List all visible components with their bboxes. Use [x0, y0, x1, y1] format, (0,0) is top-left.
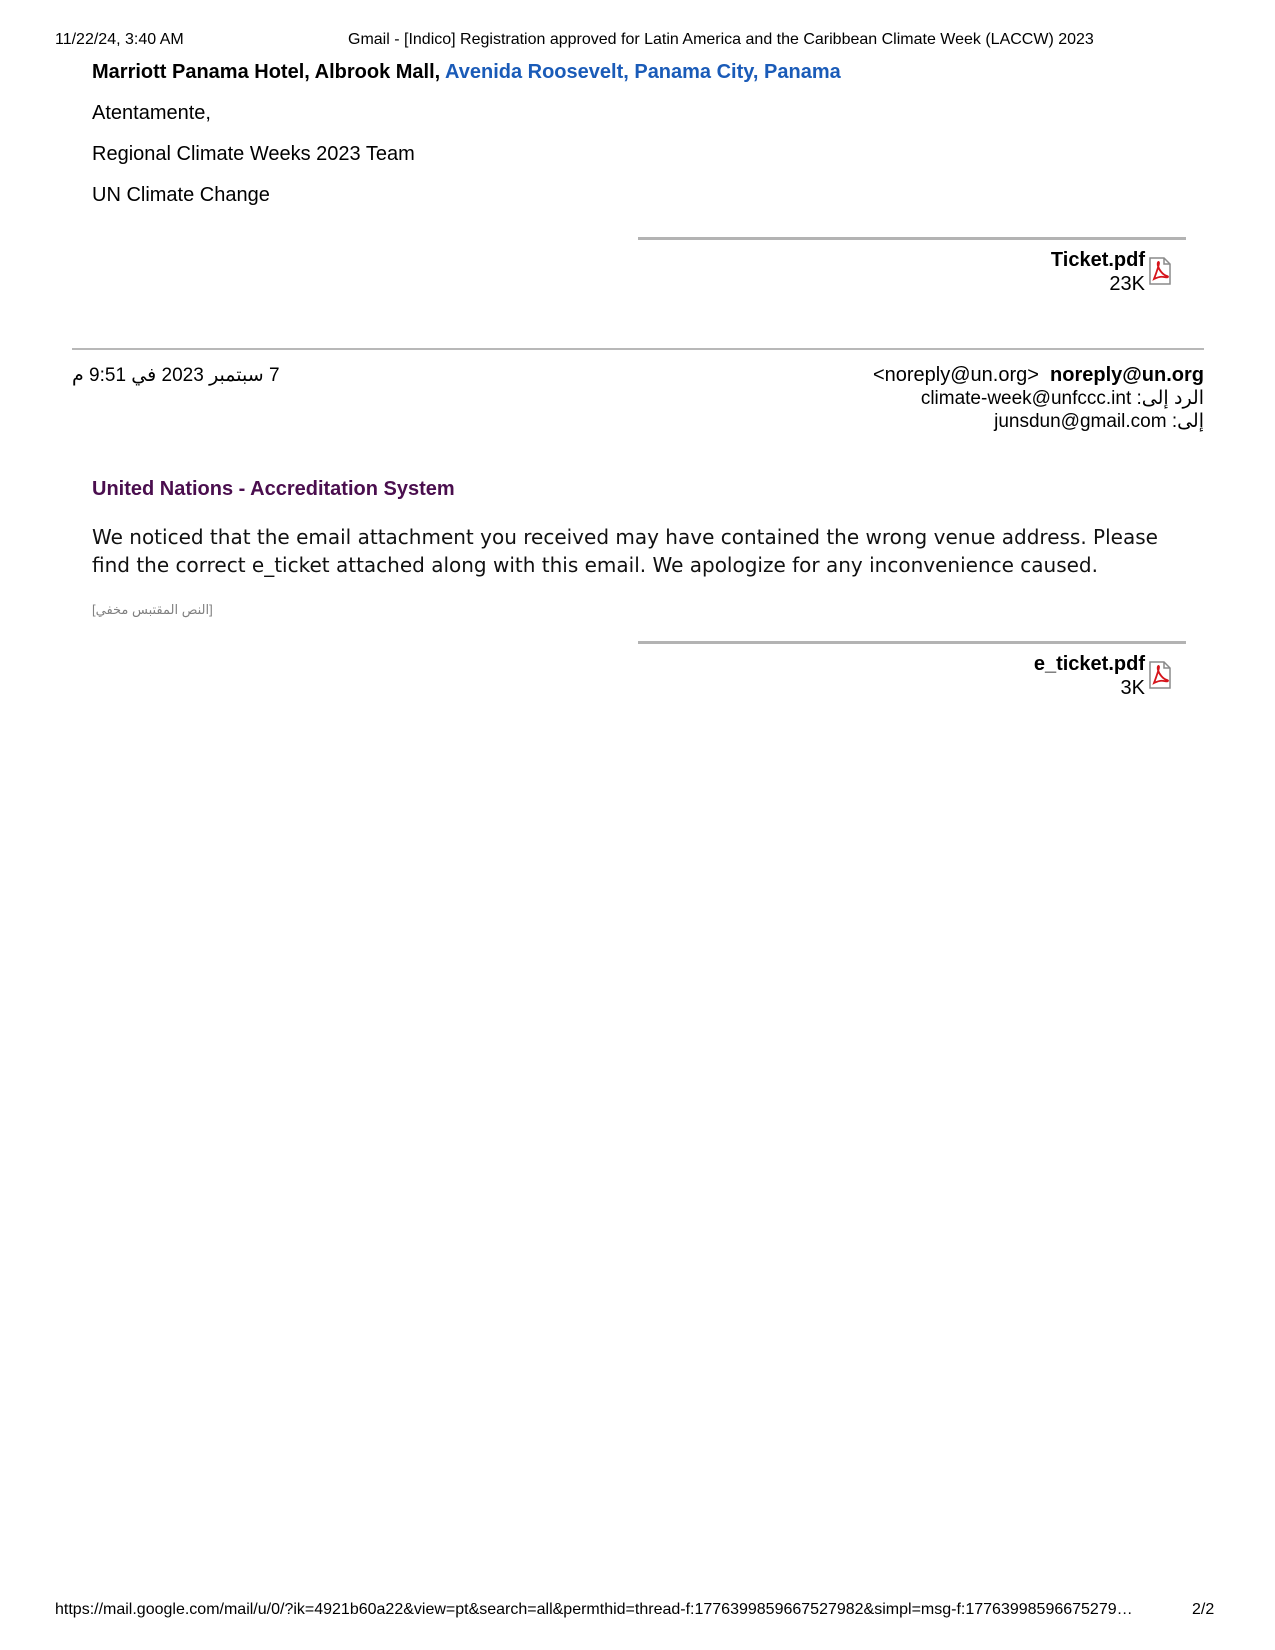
print-datetime: 11/22/24, 3:40 AM: [55, 31, 184, 48]
reply-to-address: climate-week@unfccc.int: [920, 388, 1132, 409]
sender-line: [873, 364, 1204, 387]
print-page-title: Gmail - [Indico] Registration approved for Latin America and the Caribbean Climate Week (LACCW) 2023: [348, 31, 1094, 48]
venue-name: Marriott Panama Hotel, Albrook Mall,: [92, 61, 441, 83]
signature-team: Regional Climate Weeks 2023 Team: [92, 143, 415, 165]
attachment-divider: [638, 641, 1186, 644]
to-address: junsdun@gmail.com: [994, 411, 1167, 432]
signature-org: UN Climate Change: [92, 184, 270, 206]
reply-to-line: [921, 387, 1204, 410]
attachment-name[interactable]: e_ticket.pdf: [1033, 653, 1145, 675]
to-line: [994, 410, 1204, 433]
print-footer-url: https://mail.google.com/mail/u/0/?ik=4921b60a22&view=pt&search=all&permthid=thread-f:1776399859667527982&simpl=msg-f:17763998596675279…: [55, 1601, 1133, 1618]
pdf-icon[interactable]: [1147, 257, 1173, 285]
notice-body: We noticed that the email attachment you received may have contained the wrong venue address. Please find the correct e_ticket attached along with this email. We apologize for any inconvenience caused.: [92, 525, 1158, 577]
pdf-icon[interactable]: [1147, 661, 1173, 689]
attachment-ticket[interactable]: [845, 248, 1145, 296]
attachment-divider: [638, 237, 1186, 240]
reply-to-label: الرد إلى:: [1136, 388, 1204, 409]
message-date: 7 سبتمبر 2023 في 9:51 م: [72, 365, 280, 386]
message-divider: [72, 348, 1204, 350]
attachment-name[interactable]: Ticket.pdf: [1050, 249, 1145, 271]
venue-address-link[interactable]: Avenida Roosevelt, Panama City, Panama: [445, 61, 841, 83]
attachment-size: 23K: [1109, 273, 1145, 295]
print-page-number: 2/2: [1192, 1601, 1215, 1618]
venue-line: [92, 61, 841, 84]
quoted-text-toggle[interactable]: [النص المقتبس مخفي]: [92, 602, 213, 617]
attachment-e-ticket[interactable]: [845, 652, 1145, 700]
to-label: إلى:: [1171, 411, 1204, 432]
sender-email: <noreply@un.org>: [872, 364, 1039, 386]
attachment-size: 3K: [1120, 677, 1145, 699]
org-heading: United Nations - Accreditation System: [92, 478, 455, 500]
sender-name: noreply@un.org: [1050, 364, 1204, 386]
closing-text: Atentamente,: [92, 102, 211, 124]
